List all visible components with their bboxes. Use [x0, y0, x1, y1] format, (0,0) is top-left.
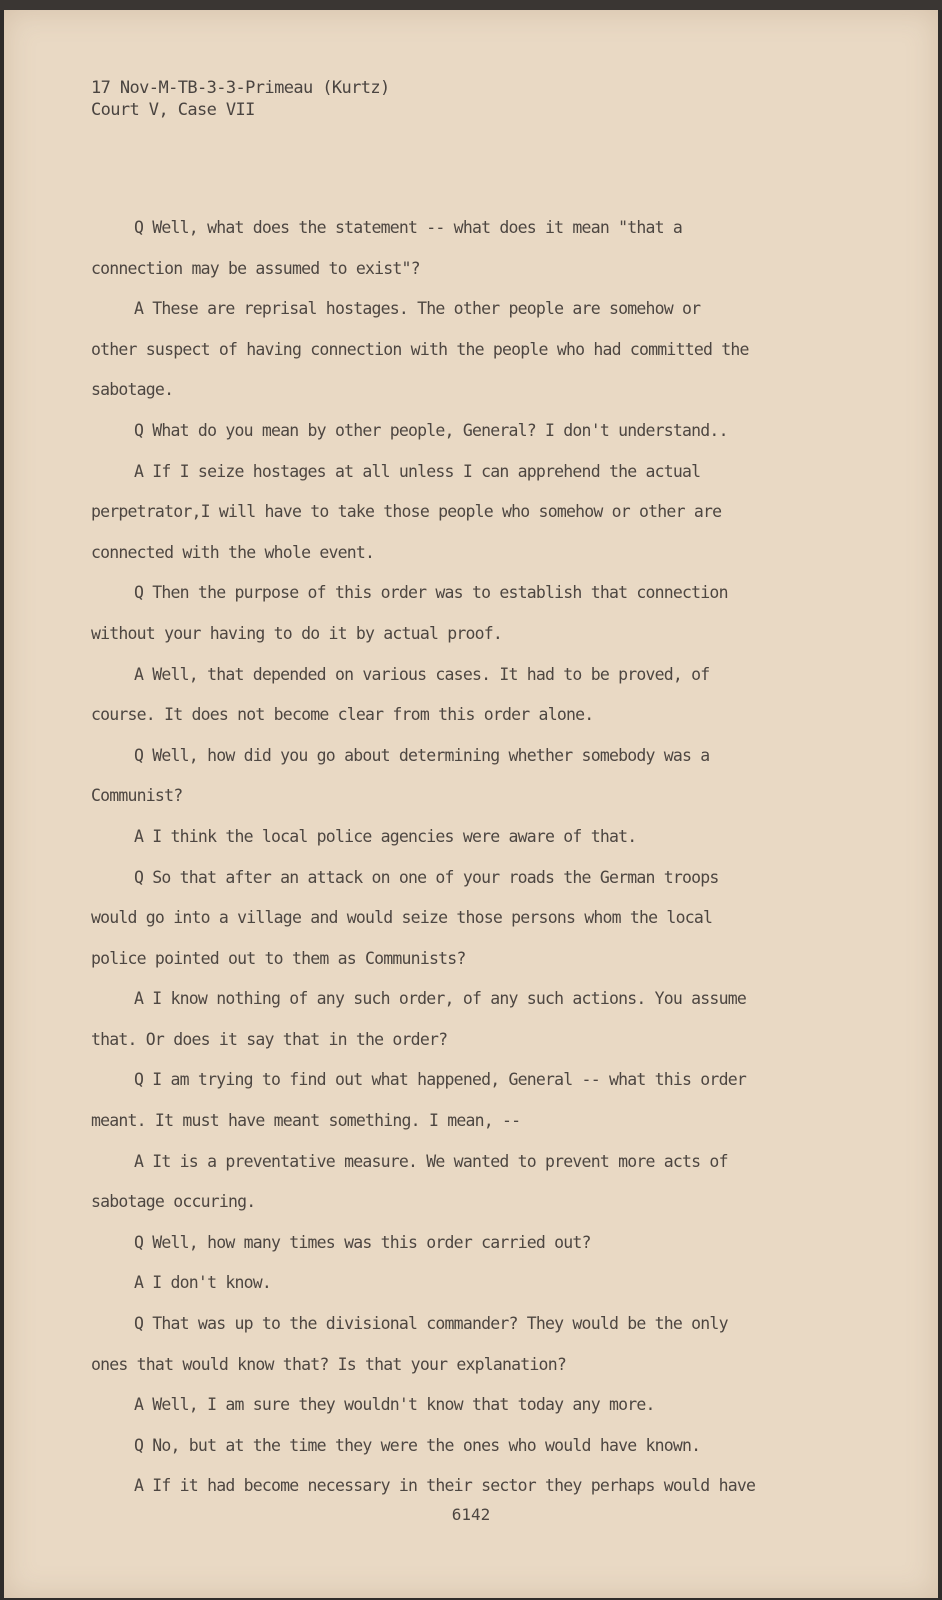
exchange-line: that. Or does it say that in the order? [91, 1029, 448, 1049]
exchange-line-first: Q Well, what does the statement -- what does it mean "that a [134, 218, 683, 237]
transcript-body [91, 208, 851, 1507]
exchange-line: connected with the whole event. [91, 542, 375, 562]
document-page [4, 10, 938, 1598]
exchange-line-first: Q No, but at the time they were the ones who would have known. [134, 1435, 701, 1455]
exchange-line-first: Q Then the purpose of this order was to establish that connection [134, 583, 728, 603]
exchange-line-first: A If I seize hostages at all unless I can apprehend the actual [134, 461, 701, 481]
exchange-line-first: A I think the local police agencies were aware of that. [134, 826, 637, 846]
exchange-line-first: A It is a preventative measure. We wanted to prevent more acts of [134, 1151, 728, 1171]
exchange-line-first: Q I am trying to find out what happened, General -- what this order [134, 1070, 746, 1090]
exchange-line-first: A Well, that depended on various cases. It had to be proved, of [134, 664, 710, 684]
exchange-line: course. It does not become clear from this order alone. [91, 705, 594, 725]
exchange-line-first: Q What do you mean by other people, General? I don't understand.. [134, 420, 728, 440]
exchange-line: without your having to do it by actual proof. [91, 623, 503, 643]
exchange-line-first: A I know nothing of any such order, of any such actions. You assume [134, 989, 746, 1009]
exchange-line-first: A If it had become necessary in their sector they perhaps would have [134, 1476, 756, 1496]
exchange-line: meant. It must have meant something. I mean, -- [91, 1111, 521, 1131]
page-number: 6142 [451, 1505, 491, 1524]
document-header [91, 77, 390, 121]
exchange-line-first: A These are reprisal hostages. The other people are somehow or [134, 299, 701, 319]
header-line-2: Court V, Case VII [91, 100, 255, 120]
exchange-line-first: A I don't know. [134, 1273, 272, 1293]
exchange-line: ones that would know that? Is that your explanation? [91, 1354, 566, 1374]
exchange-line-first: Q Well, how did you go about determining whether somebody was a [134, 745, 710, 765]
exchange-line: perpetrator,I will have to take those people who somehow or other are [91, 502, 722, 522]
exchange-line-first: A Well, I am sure they wouldn't know that today any more. [134, 1395, 655, 1415]
exchange-line-first: Q Well, how many times was this order carried out? [134, 1232, 591, 1252]
exchange-line: sabotage occuring. [91, 1192, 256, 1212]
exchange-line: Communist? [91, 786, 183, 806]
exchange-line: other suspect of having connection with the people who had committed the [91, 339, 749, 359]
exchange-line-first: Q That was up to the divisional commander? They would be the only [134, 1314, 728, 1334]
header-line-1: 17 Nov-M-TB-3-3-Primeau (Kurtz) [91, 78, 390, 98]
exchange-line: police pointed out to them as Communists? [91, 948, 466, 968]
exchange-line: would go into a village and would seize those persons whom the local [91, 908, 713, 928]
exchange-line: connection may be assumed to exist"? [91, 258, 420, 278]
exchange-line-first: Q So that after an attack on one of your roads the German troops [134, 867, 719, 887]
scan-edge [0, 0, 942, 10]
exchange-line: sabotage. [91, 380, 174, 400]
